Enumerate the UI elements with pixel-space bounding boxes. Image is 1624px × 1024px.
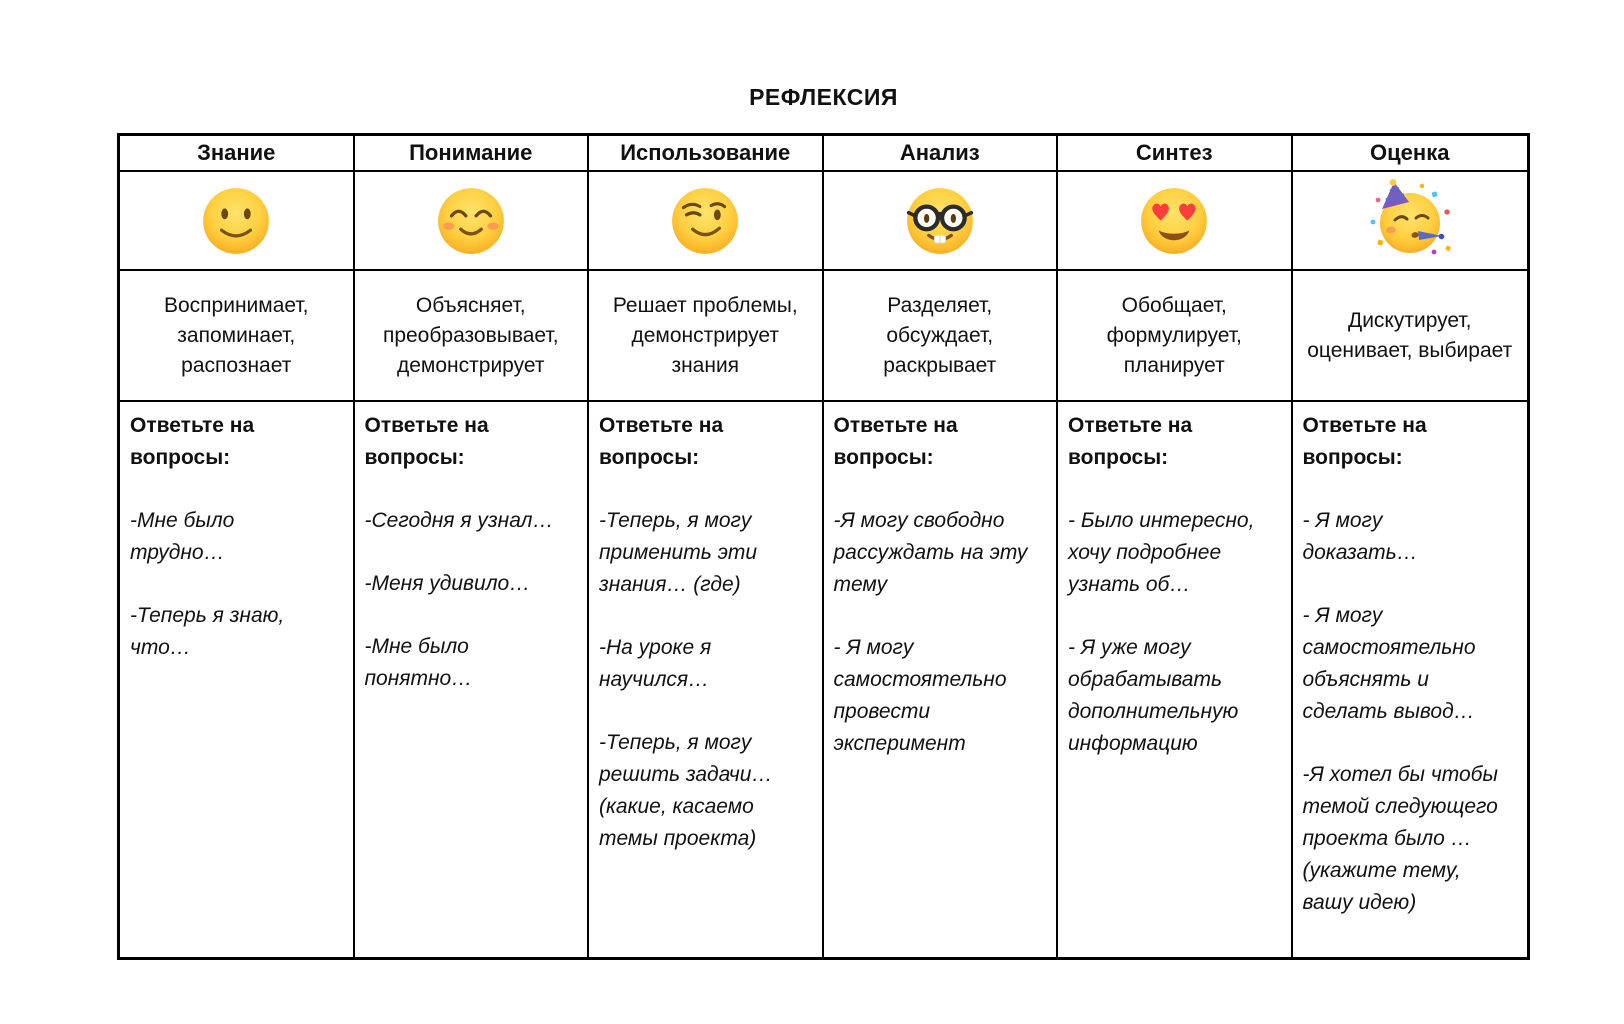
question-item: -Теперь, я могу решить задачи… (какие, касаемо темы проекта): [599, 731, 773, 850]
questions-ocenka: [1293, 402, 1528, 957]
emoji-cell-ispolzovanie: [589, 172, 824, 271]
description-znanie: Воспринимает, запоминает, распознает: [120, 271, 355, 402]
question-item: - Я могу самостоятельно провести эксперимент: [833, 636, 1007, 755]
description-ocenka: Дискутирует, оценивает, выбирает: [1293, 271, 1528, 402]
emoji-cell-znanie: [120, 172, 355, 271]
questions-prompt: Ответьте на вопросы:: [1302, 414, 1427, 469]
question-item: -Я хотел бы чтобы темой следующего проекта было … (укажите тему, вашу идею): [1302, 763, 1498, 914]
header-ponimanie: Понимание: [355, 136, 590, 172]
questions-prompt: Ответьте на вопросы:: [130, 414, 255, 469]
question-item: - Я могу самостоятельно объяснять и сделать вывод…: [1302, 604, 1476, 723]
relaxed-smiling-face-icon: [434, 184, 508, 258]
description-ispolzovanie: Решает проблемы, демонстрирует знания: [589, 271, 824, 402]
partying-face-icon: [1364, 178, 1456, 264]
question-item: -На уроке я научился…: [599, 636, 712, 691]
questions-prompt: Ответьте на вопросы:: [833, 414, 958, 469]
question-item: -Я могу свободно рассуждать на эту тему: [833, 509, 1028, 596]
question-item: - Я уже могу обрабатывать дополнительную информацию: [1068, 636, 1239, 755]
description-ponimanie: Объясняет, преобразовывает, демонстрирует: [355, 271, 590, 402]
page-title: РЕФЛЕКСИЯ: [749, 84, 898, 110]
question-item: -Мне было трудно…: [130, 509, 235, 564]
question-item: -Мне было понятно…: [364, 635, 473, 690]
questions-prompt: Ответьте на вопросы:: [1068, 414, 1193, 469]
emoji-cell-ocenka: [1293, 172, 1528, 271]
emoji-cell-analiz: [824, 172, 1059, 271]
questions-ispolzovanie: [589, 402, 824, 957]
winking-face-icon: [668, 184, 742, 258]
slightly-smiling-face-icon: [199, 184, 273, 258]
emoji-cell-ponimanie: [355, 172, 590, 271]
description-analiz: Разделяет, обсуждает, раскрывает: [824, 271, 1059, 402]
heart-eyes-face-icon: [1137, 184, 1211, 258]
reflection-table: [117, 133, 1530, 960]
questions-znanie: [120, 402, 355, 957]
nerd-face-icon: [903, 184, 977, 258]
description-sintez: Обобщает, формулирует, планирует: [1058, 271, 1293, 402]
questions-ponimanie: [355, 402, 590, 957]
question-item: -Теперь, я могу применить эти знания… (где): [599, 509, 758, 596]
header-analiz: Анализ: [824, 136, 1059, 172]
question-item: - Я могу доказать…: [1302, 509, 1418, 564]
header-ocenka: Оценка: [1293, 136, 1528, 172]
question-item: - Было интересно, хочу подробнее узнать об…: [1068, 509, 1255, 596]
questions-analiz: [824, 402, 1059, 957]
questions-prompt: Ответьте на вопросы:: [364, 414, 489, 469]
header-ispolzovanie: Использование: [589, 136, 824, 172]
question-item: -Сегодня я узнал…: [364, 509, 554, 532]
questions-prompt: Ответьте на вопросы:: [599, 414, 724, 469]
question-item: -Теперь я знаю, что…: [130, 604, 285, 659]
question-item: -Меня удивило…: [364, 572, 531, 595]
emoji-cell-sintez: [1058, 172, 1293, 271]
header-sintez: Синтез: [1058, 136, 1293, 172]
questions-sintez: [1058, 402, 1293, 957]
header-znanie: Знание: [120, 136, 355, 172]
